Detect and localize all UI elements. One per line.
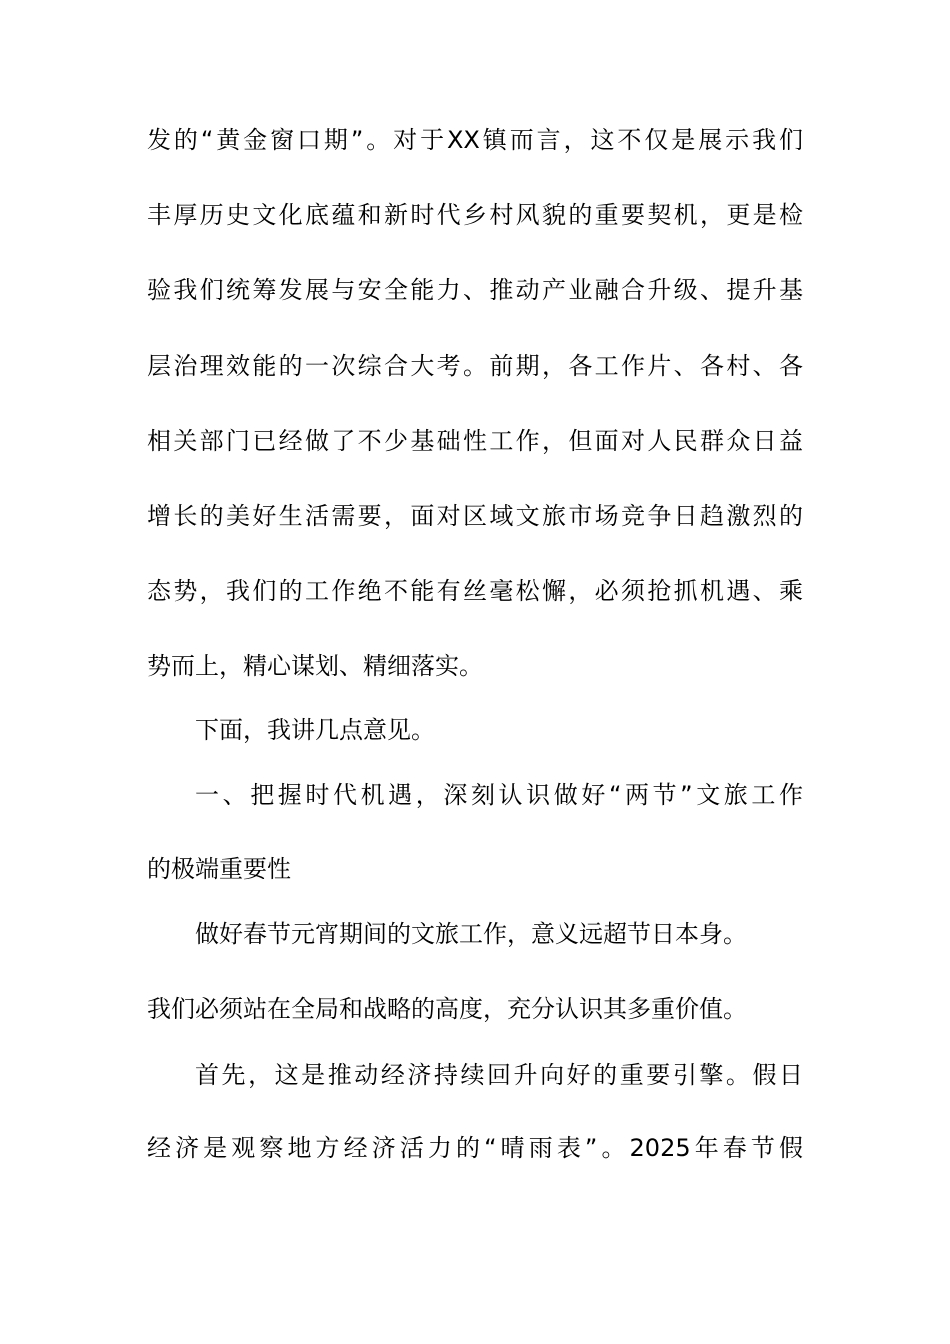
paragraph-start-line: 首先，这是推动经济持续回升向好的重要引擎。假日 <box>195 1061 803 1089</box>
body-text-line: 势而上，精心谋划、精细落实。 <box>147 652 483 680</box>
section-heading-line: 一、把握时代机遇，深刻认识做好“两节”文旅工作 <box>195 781 803 809</box>
body-text-line: 经济是观察地方经济活力的“晴雨表”。2025年春节假 <box>147 1134 803 1162</box>
body-text-line: 相关部门已经做了不少基础性工作，但面对人民群众日益 <box>147 427 803 455</box>
body-text-line: 发的“黄金窗口期”。对于XX镇而言，这不仅是展示我们 <box>147 126 803 154</box>
body-text-line: 态势，我们的工作绝不能有丝毫松懈，必须抢抓机遇、乘 <box>147 577 803 605</box>
body-text-line: 丰厚历史文化底蕴和新时代乡村风貌的重要契机，更是检 <box>147 201 803 229</box>
body-text-line: 层治理效能的一次综合大考。前期，各工作片、各村、各 <box>147 352 803 380</box>
section-heading-line: 的极端重要性 <box>147 855 291 883</box>
paragraph-start-line: 做好春节元宵期间的文旅工作，意义远超节日本身。 <box>195 920 747 948</box>
body-text-line: 增长的美好生活需要，面对区域文旅市场竞争日趋激烈的 <box>147 502 803 530</box>
body-text-line: 验我们统筹发展与安全能力、推动产业融合升级、提升基 <box>147 276 803 304</box>
paragraph-start-line: 下面，我讲几点意见。 <box>195 716 435 744</box>
body-text-line: 我们必须站在全局和战略的高度，充分认识其多重价值。 <box>147 995 747 1023</box>
